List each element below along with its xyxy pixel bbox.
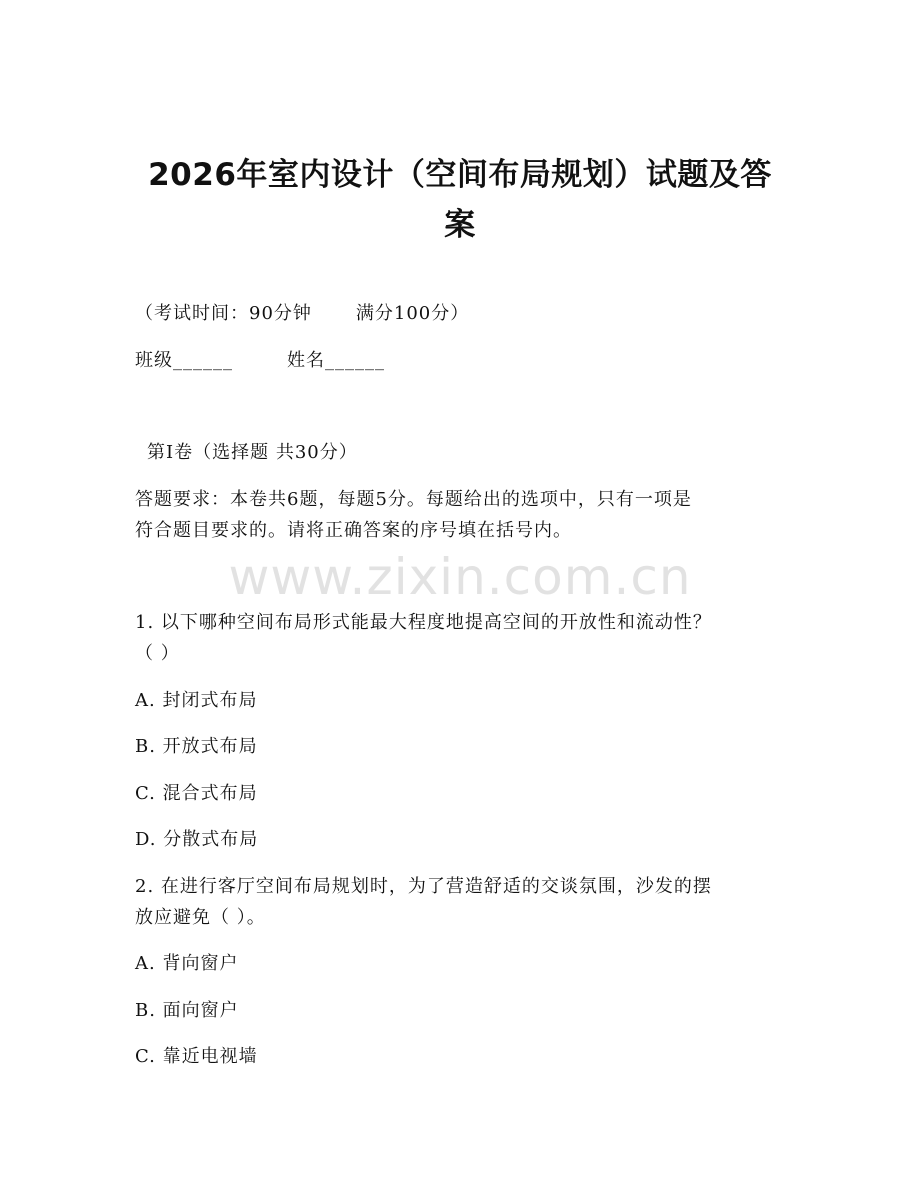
exam-score: 满分100分） [355, 303, 470, 324]
student-fields [135, 345, 385, 377]
class-field: 班级______ [135, 350, 233, 371]
name-field: 姓名______ [287, 350, 385, 371]
exam-info [135, 298, 469, 330]
question-1-option-a: A. 封闭式布局 [135, 690, 258, 711]
question-2-stem-line-2: 放应避免（ ）。 [135, 907, 266, 928]
document-title [120, 150, 800, 250]
question-1-stem-line-1: 1. 以下哪种空间布局形式能最大程度地提高空间的开放性和流动性？ [135, 612, 712, 633]
exam-time: （考试时间：90分钟 [135, 303, 312, 324]
question-1-option-b: B. 开放式布局 [135, 736, 258, 757]
instructions-line-2: 符合题目要求的。请将正确答案的序号填在括号内。 [135, 520, 572, 541]
instructions-line-1: 答题要求：本卷共6题，每题5分。每题给出的选项中，只有一项是 [135, 489, 692, 510]
section-title: 第I卷（选择题 共30分） [147, 442, 358, 463]
question-1-option-c: C. 混合式布局 [135, 783, 258, 804]
question-2-option-a: A. 背向窗户 [135, 953, 239, 974]
question-2-stem-line-1: 2. 在进行客厅空间布局规划时，为了营造舒适的交谈氛围，沙发的摆 [135, 876, 712, 897]
title-line-2: 案 [444, 207, 476, 243]
question-2-option-c: C. 靠近电视墙 [135, 1046, 258, 1067]
question-1-stem-line-2: （ ） [135, 643, 180, 664]
question-1-option-d: D. 分散式布局 [135, 829, 259, 850]
title-line-1: 2026年室内设计（空间布局规划）试题及答 [148, 157, 772, 193]
question-2-option-b: B. 面向窗户 [135, 1000, 239, 1021]
watermark: www.zixin.com.cn [228, 548, 692, 606]
